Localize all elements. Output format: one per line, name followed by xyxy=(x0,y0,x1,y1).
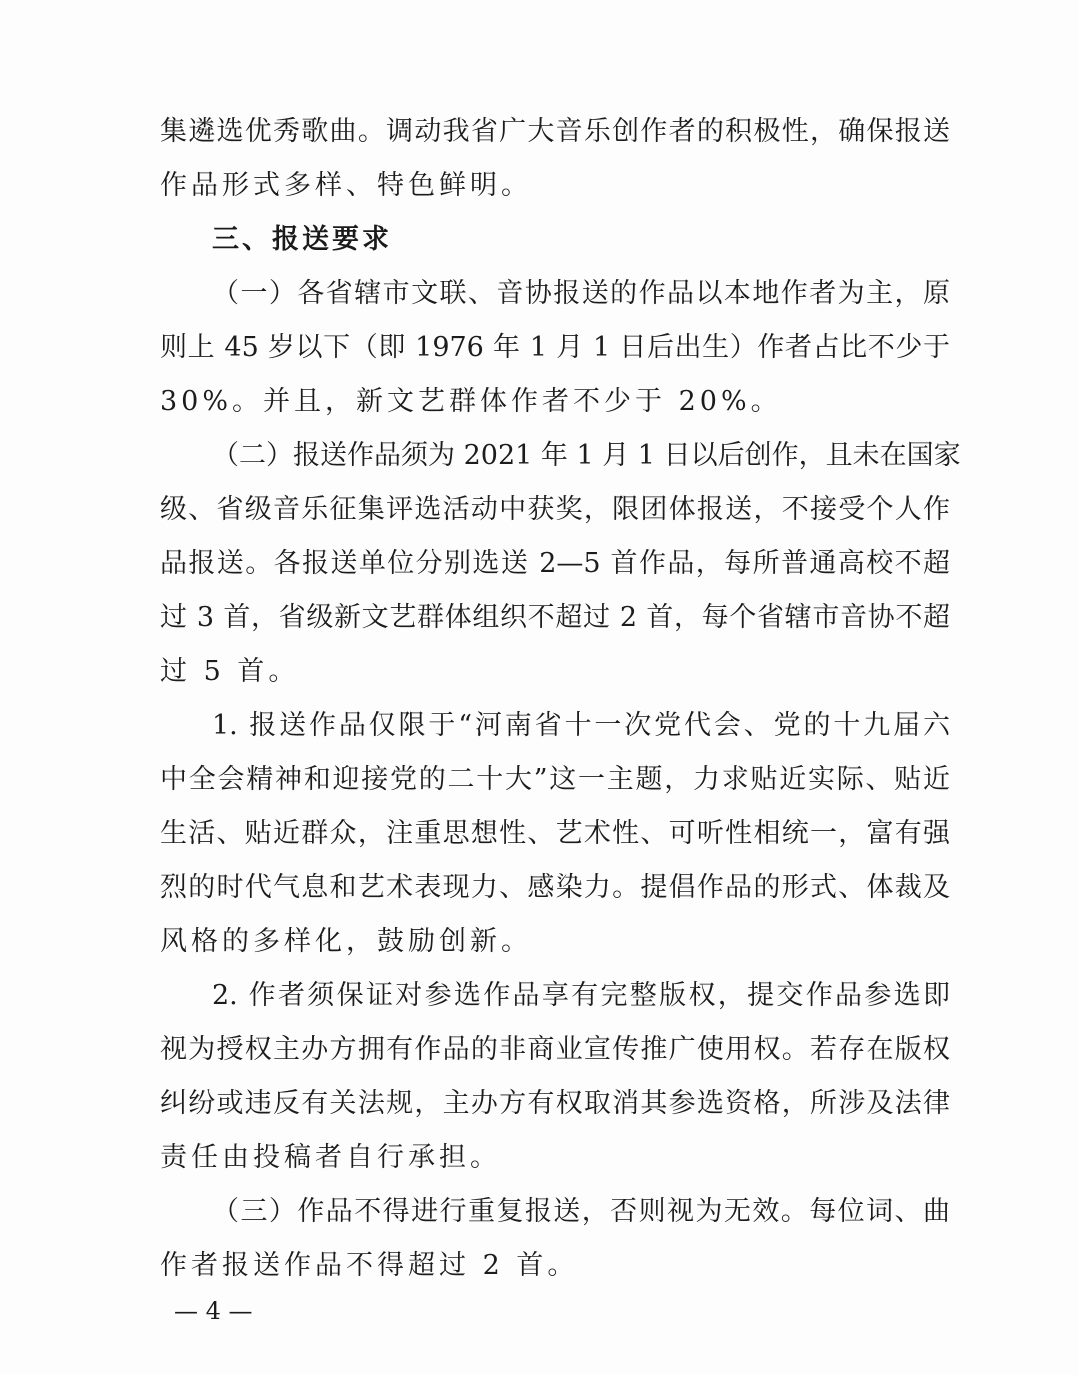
text-line: 品报送。各报送单位分别选送 2—5 首作品，每所普通高校不超 xyxy=(160,548,950,579)
text-line: （一）各省辖市文联、音协报送的作品以本地作者为主，原 xyxy=(212,278,950,309)
text-line: （三）作品不得进行重复报送，否则视为无效。每位词、曲 xyxy=(212,1196,950,1227)
text-line: 作品形式多样、特色鲜明。 xyxy=(160,170,532,201)
text-line: 纠纷或违反有关法规，主办方有权取消其参选资格，所涉及法律 xyxy=(160,1088,950,1119)
text-line: 作者报送作品不得超过 2 首。 xyxy=(160,1250,579,1281)
page-number: — 4 — xyxy=(174,1297,253,1325)
text-line: 视为授权主办方拥有作品的非商业宣传推广使用权。若存在版权 xyxy=(160,1034,950,1065)
text-line: 过 3 首，省级新文艺群体组织不超过 2 首，每个省辖市音协不超 xyxy=(160,602,950,633)
text-line: 烈的时代气息和艺术表现力、感染力。提倡作品的形式、体裁及 xyxy=(160,872,950,903)
text-line: 集遴选优秀歌曲。调动我省广大音乐创作者的积极性，确保报送 xyxy=(160,116,950,147)
text-line: 生活、贴近群众，注重思想性、艺术性、可听性相统一，富有强 xyxy=(160,818,950,849)
text-line: 过 5 首。 xyxy=(160,656,300,687)
text-line: 2. 作者须保证对参选作品享有完整版权，提交作品参选即 xyxy=(212,980,950,1011)
text-line: 责任由投稿者自行承担。 xyxy=(160,1142,501,1173)
section-heading: 三、报送要求 xyxy=(212,224,392,255)
text-line: 中全会精神和迎接党的二十大”这一主题，力求贴近实际、贴近 xyxy=(160,764,950,795)
text-line: （二）报送作品须为 2021 年 1 月 1 日以后创作，且未在国家 xyxy=(212,440,961,471)
text-line: 风格的多样化，鼓励创新。 xyxy=(160,926,532,957)
text-line: 级、省级音乐征集评选活动中获奖，限团体报送，不接受个人作 xyxy=(160,494,950,525)
text-line: 则上 45 岁以下（即 1976 年 1 月 1 日后出生）作者占比不少于 xyxy=(160,332,950,363)
text-line: 1. 报送作品仅限于“河南省十一次党代会、党的十九届六 xyxy=(212,710,950,741)
text-line: 30%。并且，新文艺群体作者不少于 20%。 xyxy=(160,386,782,417)
